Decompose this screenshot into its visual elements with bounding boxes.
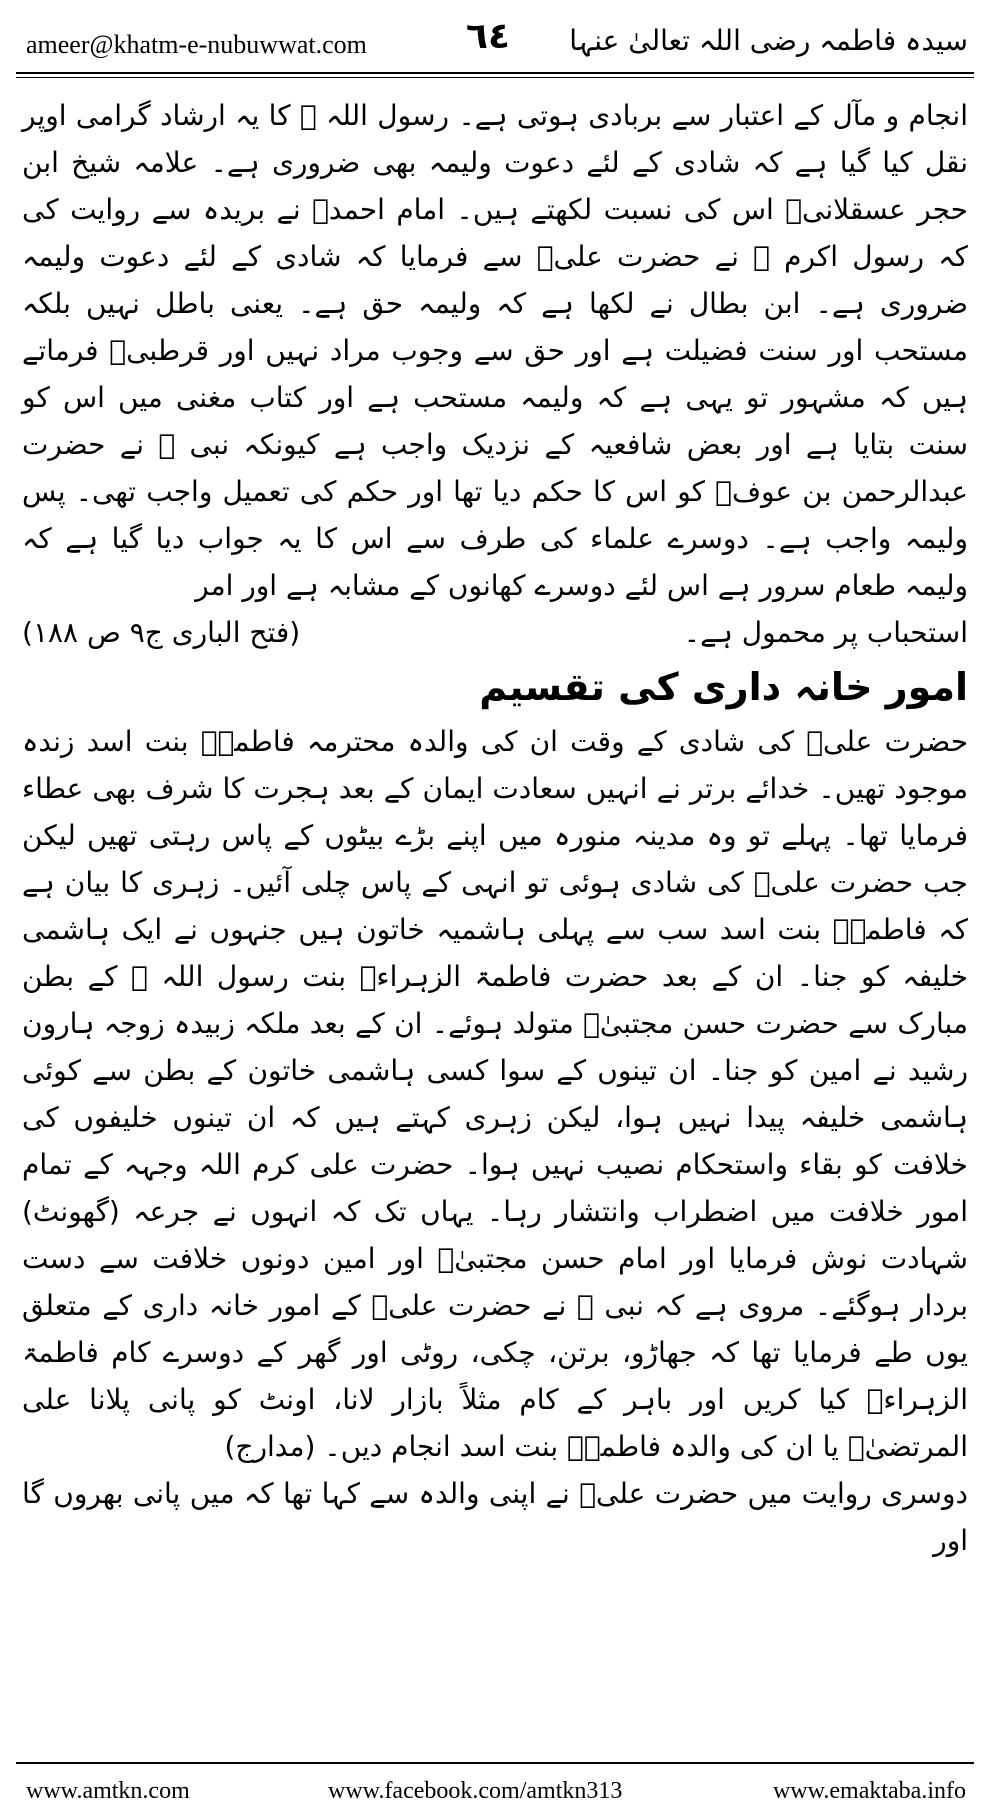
footer-rule — [16, 1762, 974, 1764]
header-rule-thin — [16, 77, 974, 78]
header-email: ameer@khatm-e-nubuwwat.com — [26, 30, 367, 59]
footer-link-emaktaba[interactable]: www.emaktaba.info — [772, 1778, 966, 1804]
paragraph-walima: انجام و مآل کے اعتبار سے بربادی ہوتی ہے۔ رسول اللہ ﷺ کا یہ ارشاد گرامی اوپر نقل کیا گیا ہے کہ شادی کے لئے دعوت ولیمہ بھی ضروری ہے۔ علامہ شیخ ابن حجر عسقلانیؒ اس کی نسبت لکھتے ہیں۔ امام احمدؒ نے بریدہ سے روایت کی کہ رسول اکرم ﷺ نے حضرت علیؓ سے فرمایا کہ شادی کے لئے دعوت ولیمہ ضروری ہے۔ ابن بطال نے لکھا ہے کہ ولیمہ حق ہے۔ یعنی باطل نہیں بلکہ مستحب اور سنت فضیلت ہے اور حق سے وجوب مراد نہیں اور قرطبیؒ فرماتے ہیں کہ مشہور تو یہی ہے کہ ولیمہ مستحب ہے اور کتاب مغنی میں اس کو سنت بتایا ہے اور بعض شافعیہ کے نزدیک واجب ہے کیونکہ نبی ﷺ نے حضرت عبدالرحمن بن عوفؓ کو اس کا حکم دیا تھا اور حکم کی تعمیل واجب تھی۔ پس ولیمہ واجب ہے۔ دوسرے علماء کی طرف سے اس کا یہ جواب دیا گیا ہے کہ ولیمہ طعام سرور ہے اس لئے دوسرے کھانوں کے مشابہ ہے اور امر — [22, 99, 968, 602]
page-footer — [16, 1774, 974, 1810]
paragraph-walima-end: استحباب پر محمول ہے۔ — [683, 616, 968, 649]
book-title: سیدہ فاطمہ رضی اللہ تعالیٰ عنہا — [569, 24, 968, 57]
citation-line — [22, 609, 968, 656]
header-rule — [16, 72, 974, 74]
page-number: ٦٤ — [466, 16, 510, 57]
footer-link-amtkn[interactable]: www.amtkn.com — [26, 1778, 190, 1804]
citation-fath-al-bari: (فتح الباری ج۹ ص ۱۸۸) — [22, 616, 301, 649]
footer-link-facebook[interactable]: www.facebook.com/amtkn313 — [328, 1778, 623, 1804]
page-header — [16, 14, 974, 68]
page-body — [22, 92, 968, 1564]
paragraph-household: حضرت علیؓ کی شادی کے وقت ان کی والدہ محترمہ فاطمہؓ بنت اسد زندہ موجود تھیں۔ خدائے برتر نے انہیں سعادت ایمان کے بعد ہجرت کا شرف بھی عطاء فرمایا تھا۔ پہلے تو وہ مدینہ منورہ میں اپنے بڑے بیٹوں کے پاس رہتی تھیں لیکن جب حضرت علیؓ کی شادی ہوئی تو انہی کے پاس چلی آئیں۔ زہری کا بیان ہے کہ فاطمہؓ بنت اسد سب سے پہلی ہاشمیہ خاتون ہیں جنہوں نے ایک ہاشمی خلیفہ کو جنا۔ ان کے بعد حضرت فاطمۃ الزہراءؓ بنت رسول اللہ ﷺ کے بطن مبارک سے حضرت حسن مجتبیٰؓ متولد ہوئے۔ ان کے بعد ملکہ زبیدہ زوجہ ہارون رشید نے امین کو جنا۔ ان تینوں کے سوا کسی ہاشمی خاتون کے بطن سے کوئی ہاشمی خلیفہ پیدا نہیں ہوا، لیکن زہری کہتے ہیں کہ ان تینوں خلیفوں کی خلافت کو بقاء واستحکام نصیب نہیں ہوا۔ حضرت علی کرم اللہ وجہہ کے تمام امور خلافت میں اضطراب وانتشار رہا۔ یہاں تک کہ انہوں نے جرعہ (گھونٹ) شہادت نوش فرمایا اور امام حسن مجتبیٰؓ اور امین دونوں خلافت سے دست بردار ہوگئے۔ مروی ہے کہ نبی ﷺ نے حضرت علیؓ کے امور خانہ داری کے متعلق یوں طے فرمایا تھا کہ جھاڑو، برتن، چکی، روٹی اور گھر کے دوسرے کام فاطمۃ الزہراءؓ کیا کریں اور باہر کے کام مثلاً بازار لانا، اونٹ کو پانی پلانا علی المرتضیٰؓ یا ان کی والدہ فاطمہؓ بنت اسد انجام دیں۔ (مدارج) — [22, 725, 968, 1463]
paragraph-other-narration: دوسری روایت میں حضرت علیؓ نے اپنی والدہ سے کہا تھا کہ میں پانی بھروں گا اور — [22, 1477, 968, 1557]
section-heading: امور خانہ داری کی تقسیم — [479, 665, 968, 709]
